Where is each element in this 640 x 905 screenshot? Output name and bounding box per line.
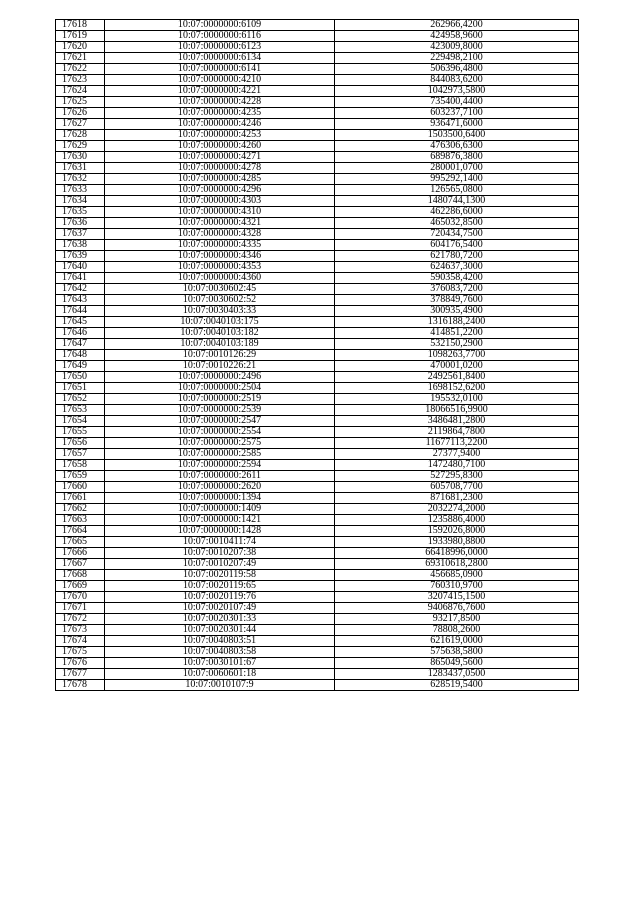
row-number-cell: 17662 <box>56 504 105 515</box>
amount-cell: 280001,0700 <box>335 163 579 174</box>
row-number-cell: 17665 <box>56 537 105 548</box>
table-row <box>56 295 579 306</box>
row-number-cell: 17650 <box>56 372 105 383</box>
amount-cell: 1503500,6400 <box>335 130 579 141</box>
row-number-cell: 17656 <box>56 438 105 449</box>
cadastral-number-cell: 10:07:0000000:4228 <box>105 97 335 108</box>
table-body <box>56 20 579 691</box>
amount-cell: 621619,0000 <box>335 636 579 647</box>
table-row <box>56 53 579 64</box>
amount-cell: 506396,4800 <box>335 64 579 75</box>
cadastral-number-cell: 10:07:0000000:4260 <box>105 141 335 152</box>
amount-cell: 865049,5600 <box>335 658 579 669</box>
row-number-cell: 17628 <box>56 130 105 141</box>
cadastral-number-cell: 10:07:0020107:49 <box>105 603 335 614</box>
amount-cell: 603237,7100 <box>335 108 579 119</box>
amount-cell: 2492561,8400 <box>335 372 579 383</box>
row-number-cell: 17670 <box>56 592 105 603</box>
row-number-cell: 17622 <box>56 64 105 75</box>
row-number-cell: 17664 <box>56 526 105 537</box>
row-number-cell: 17638 <box>56 240 105 251</box>
table-row <box>56 504 579 515</box>
table-row <box>56 317 579 328</box>
cadastral-number-cell: 10:07:0040103:189 <box>105 339 335 350</box>
row-number-cell: 17654 <box>56 416 105 427</box>
cadastral-number-cell: 10:07:0000000:2575 <box>105 438 335 449</box>
table-row <box>56 449 579 460</box>
row-number-cell: 17624 <box>56 86 105 97</box>
cadastral-number-cell: 10:07:0000000:6109 <box>105 20 335 31</box>
cadastral-number-cell: 10:07:0000000:2620 <box>105 482 335 493</box>
cadastral-number-cell: 10:07:0000000:4328 <box>105 229 335 240</box>
amount-cell: 871681,2300 <box>335 493 579 504</box>
table-row <box>56 20 579 31</box>
amount-cell: 3207415,1500 <box>335 592 579 603</box>
amount-cell: 624637,3000 <box>335 262 579 273</box>
amount-cell: 3486481,2800 <box>335 416 579 427</box>
row-number-cell: 17666 <box>56 548 105 559</box>
row-number-cell: 17634 <box>56 196 105 207</box>
table-row <box>56 229 579 240</box>
row-number-cell: 17645 <box>56 317 105 328</box>
table-row <box>56 361 579 372</box>
amount-cell: 378849,7600 <box>335 295 579 306</box>
data-table <box>55 19 579 691</box>
table-row <box>56 108 579 119</box>
table-row <box>56 625 579 636</box>
row-number-cell: 17646 <box>56 328 105 339</box>
row-number-cell: 17668 <box>56 570 105 581</box>
table-row <box>56 515 579 526</box>
row-number-cell: 17652 <box>56 394 105 405</box>
table-row <box>56 438 579 449</box>
table-row <box>56 482 579 493</box>
row-number-cell: 17635 <box>56 207 105 218</box>
table-row <box>56 636 579 647</box>
cadastral-number-cell: 10:07:0000000:4221 <box>105 86 335 97</box>
amount-cell: 995292,1400 <box>335 174 579 185</box>
amount-cell: 590358,4200 <box>335 273 579 284</box>
cadastral-number-cell: 10:07:0000000:6123 <box>105 42 335 53</box>
cadastral-number-cell: 10:07:0010411:74 <box>105 537 335 548</box>
cadastral-number-cell: 10:07:0000000:4285 <box>105 174 335 185</box>
cadastral-number-cell: 10:07:0000000:2519 <box>105 394 335 405</box>
row-number-cell: 17626 <box>56 108 105 119</box>
table-row <box>56 592 579 603</box>
cadastral-number-cell: 10:07:0000000:2611 <box>105 471 335 482</box>
row-number-cell: 17641 <box>56 273 105 284</box>
table-row <box>56 196 579 207</box>
table-row <box>56 526 579 537</box>
amount-cell: 414851,2200 <box>335 328 579 339</box>
amount-cell: 1098263,7700 <box>335 350 579 361</box>
amount-cell: 423009,8000 <box>335 42 579 53</box>
row-number-cell: 17621 <box>56 53 105 64</box>
amount-cell: 735400,4400 <box>335 97 579 108</box>
amount-cell: 532150,2900 <box>335 339 579 350</box>
table-row <box>56 559 579 570</box>
cadastral-number-cell: 10:07:0000000:2547 <box>105 416 335 427</box>
amount-cell: 66418996,0000 <box>335 548 579 559</box>
amount-cell: 1480744,1300 <box>335 196 579 207</box>
cadastral-number-cell: 10:07:0000000:4296 <box>105 185 335 196</box>
row-number-cell: 17632 <box>56 174 105 185</box>
table-row <box>56 405 579 416</box>
cadastral-number-cell: 10:07:0000000:4278 <box>105 163 335 174</box>
amount-cell: 11677113,2200 <box>335 438 579 449</box>
cadastral-number-cell: 10:07:0000000:6141 <box>105 64 335 75</box>
cadastral-number-cell: 10:07:0010107:9 <box>105 680 335 691</box>
table-row <box>56 251 579 262</box>
row-number-cell: 17658 <box>56 460 105 471</box>
row-number-cell: 17636 <box>56 218 105 229</box>
cadastral-number-cell: 10:07:0000000:1394 <box>105 493 335 504</box>
amount-cell: 27377,9400 <box>335 449 579 460</box>
cadastral-number-cell: 10:07:0030602:45 <box>105 284 335 295</box>
row-number-cell: 17630 <box>56 152 105 163</box>
amount-cell: 1933980,8800 <box>335 537 579 548</box>
row-number-cell: 17648 <box>56 350 105 361</box>
row-number-cell: 17640 <box>56 262 105 273</box>
row-number-cell: 17676 <box>56 658 105 669</box>
table-row <box>56 262 579 273</box>
table-row <box>56 31 579 42</box>
row-number-cell: 17651 <box>56 383 105 394</box>
cadastral-number-cell: 10:07:0040103:175 <box>105 317 335 328</box>
amount-cell: 195532,0100 <box>335 394 579 405</box>
amount-cell: 575638,5800 <box>335 647 579 658</box>
cadastral-number-cell: 10:07:0000000:2539 <box>105 405 335 416</box>
amount-cell: 462286,6000 <box>335 207 579 218</box>
cadastral-number-cell: 10:07:0010207:38 <box>105 548 335 559</box>
row-number-cell: 17627 <box>56 119 105 130</box>
table-row <box>56 152 579 163</box>
amount-cell: 78808,2600 <box>335 625 579 636</box>
table-row <box>56 581 579 592</box>
cadastral-number-cell: 10:07:0010126:29 <box>105 350 335 361</box>
table-row <box>56 86 579 97</box>
amount-cell: 262966,4200 <box>335 20 579 31</box>
amount-cell: 9406876,7600 <box>335 603 579 614</box>
amount-cell: 2119864,7800 <box>335 427 579 438</box>
table-row <box>56 306 579 317</box>
amount-cell: 465032,8500 <box>335 218 579 229</box>
amount-cell: 605708,7700 <box>335 482 579 493</box>
cadastral-number-cell: 10:07:0000000:4271 <box>105 152 335 163</box>
row-number-cell: 17625 <box>56 97 105 108</box>
amount-cell: 300935,4900 <box>335 306 579 317</box>
cadastral-number-cell: 10:07:0000000:4346 <box>105 251 335 262</box>
amount-cell: 844083,6200 <box>335 75 579 86</box>
amount-cell: 229498,2100 <box>335 53 579 64</box>
cadastral-number-cell: 10:07:0000000:4235 <box>105 108 335 119</box>
row-number-cell: 17657 <box>56 449 105 460</box>
cadastral-number-cell: 10:07:0020301:33 <box>105 614 335 625</box>
cadastral-number-cell: 10:07:0030403:33 <box>105 306 335 317</box>
table-row <box>56 416 579 427</box>
cadastral-number-cell: 10:07:0040103:182 <box>105 328 335 339</box>
amount-cell: 456685,0900 <box>335 570 579 581</box>
table-row <box>56 97 579 108</box>
table-row <box>56 493 579 504</box>
cadastral-number-cell: 10:07:0000000:2554 <box>105 427 335 438</box>
cadastral-number-cell: 10:07:0000000:2496 <box>105 372 335 383</box>
table-row <box>56 284 579 295</box>
cadastral-number-cell: 10:07:0010207:49 <box>105 559 335 570</box>
table-row <box>56 614 579 625</box>
amount-cell: 1283437,0500 <box>335 669 579 680</box>
cadastral-number-cell: 10:07:0030602:52 <box>105 295 335 306</box>
row-number-cell: 17643 <box>56 295 105 306</box>
cadastral-number-cell: 10:07:0000000:2594 <box>105 460 335 471</box>
row-number-cell: 17620 <box>56 42 105 53</box>
cadastral-number-cell: 10:07:0040803:58 <box>105 647 335 658</box>
cadastral-number-cell: 10:07:0000000:4353 <box>105 262 335 273</box>
cadastral-number-cell: 10:07:0000000:4210 <box>105 75 335 86</box>
row-number-cell: 17677 <box>56 669 105 680</box>
row-number-cell: 17637 <box>56 229 105 240</box>
row-number-cell: 17633 <box>56 185 105 196</box>
table-row <box>56 163 579 174</box>
amount-cell: 424958,9600 <box>335 31 579 42</box>
table-row <box>56 427 579 438</box>
row-number-cell: 17667 <box>56 559 105 570</box>
table-row <box>56 669 579 680</box>
amount-cell: 1316188,2400 <box>335 317 579 328</box>
cadastral-number-cell: 10:07:0010226:21 <box>105 361 335 372</box>
amount-cell: 621780,7200 <box>335 251 579 262</box>
cadastral-number-cell: 10:07:0060601:18 <box>105 669 335 680</box>
cadastral-number-cell: 10:07:0000000:4360 <box>105 273 335 284</box>
amount-cell: 1042973,5800 <box>335 86 579 97</box>
row-number-cell: 17672 <box>56 614 105 625</box>
row-number-cell: 17675 <box>56 647 105 658</box>
cadastral-number-cell: 10:07:0040803:51 <box>105 636 335 647</box>
cadastral-number-cell: 10:07:0000000:4303 <box>105 196 335 207</box>
amount-cell: 18066516,9900 <box>335 405 579 416</box>
row-number-cell: 17678 <box>56 680 105 691</box>
cadastral-number-cell: 10:07:0000000:6134 <box>105 53 335 64</box>
row-number-cell: 17671 <box>56 603 105 614</box>
cadastral-number-cell: 10:07:0020119:58 <box>105 570 335 581</box>
table-row <box>56 273 579 284</box>
table-row <box>56 460 579 471</box>
table-row <box>56 240 579 251</box>
cadastral-number-cell: 10:07:0000000:4335 <box>105 240 335 251</box>
table-row <box>56 548 579 559</box>
table-row <box>56 42 579 53</box>
cadastral-number-cell: 10:07:0000000:6116 <box>105 31 335 42</box>
amount-cell: 760310,9700 <box>335 581 579 592</box>
table-row <box>56 130 579 141</box>
row-number-cell: 17669 <box>56 581 105 592</box>
row-number-cell: 17649 <box>56 361 105 372</box>
row-number-cell: 17618 <box>56 20 105 31</box>
row-number-cell: 17631 <box>56 163 105 174</box>
cadastral-number-cell: 10:07:0000000:1409 <box>105 504 335 515</box>
table-row <box>56 570 579 581</box>
table-row <box>56 680 579 691</box>
amount-cell: 689876,3800 <box>335 152 579 163</box>
cadastral-number-cell: 10:07:0020119:76 <box>105 592 335 603</box>
cadastral-number-cell: 10:07:0030101:67 <box>105 658 335 669</box>
table-row <box>56 141 579 152</box>
amount-cell: 527295,8300 <box>335 471 579 482</box>
row-number-cell: 17623 <box>56 75 105 86</box>
amount-cell: 93217,8500 <box>335 614 579 625</box>
table-row <box>56 350 579 361</box>
cadastral-number-cell: 10:07:0000000:2504 <box>105 383 335 394</box>
row-number-cell: 17659 <box>56 471 105 482</box>
amount-cell: 476306,6300 <box>335 141 579 152</box>
amount-cell: 1472480,7100 <box>335 460 579 471</box>
table-row <box>56 603 579 614</box>
row-number-cell: 17642 <box>56 284 105 295</box>
row-number-cell: 17663 <box>56 515 105 526</box>
amount-cell: 1592026,8000 <box>335 526 579 537</box>
row-number-cell: 17619 <box>56 31 105 42</box>
table-row <box>56 174 579 185</box>
cadastral-number-cell: 10:07:0000000:1421 <box>105 515 335 526</box>
cadastral-number-cell: 10:07:0000000:1428 <box>105 526 335 537</box>
table-row <box>56 471 579 482</box>
table-row <box>56 75 579 86</box>
table-row <box>56 394 579 405</box>
amount-cell: 936471,6000 <box>335 119 579 130</box>
table-row <box>56 218 579 229</box>
amount-cell: 376083,7200 <box>335 284 579 295</box>
amount-cell: 1698152,6200 <box>335 383 579 394</box>
table-row <box>56 658 579 669</box>
amount-cell: 720434,7500 <box>335 229 579 240</box>
row-number-cell: 17644 <box>56 306 105 317</box>
table-row <box>56 64 579 75</box>
row-number-cell: 17639 <box>56 251 105 262</box>
row-number-cell: 17660 <box>56 482 105 493</box>
row-number-cell: 17647 <box>56 339 105 350</box>
cadastral-number-cell: 10:07:0020119:65 <box>105 581 335 592</box>
cadastral-number-cell: 10:07:0000000:4321 <box>105 218 335 229</box>
row-number-cell: 17673 <box>56 625 105 636</box>
table-row <box>56 185 579 196</box>
amount-cell: 126565,0800 <box>335 185 579 196</box>
table-row <box>56 119 579 130</box>
amount-cell: 2032274,2000 <box>335 504 579 515</box>
cadastral-number-cell: 10:07:0000000:4246 <box>105 119 335 130</box>
table-row <box>56 372 579 383</box>
table-row <box>56 339 579 350</box>
amount-cell: 69310618,2800 <box>335 559 579 570</box>
table-row <box>56 647 579 658</box>
table-row <box>56 537 579 548</box>
row-number-cell: 17653 <box>56 405 105 416</box>
cadastral-number-cell: 10:07:0000000:4310 <box>105 207 335 218</box>
cadastral-number-cell: 10:07:0000000:2585 <box>105 449 335 460</box>
amount-cell: 470001,0200 <box>335 361 579 372</box>
cadastral-number-cell: 10:07:0020301:44 <box>105 625 335 636</box>
table-row <box>56 383 579 394</box>
row-number-cell: 17674 <box>56 636 105 647</box>
table-row <box>56 207 579 218</box>
table-row <box>56 328 579 339</box>
row-number-cell: 17661 <box>56 493 105 504</box>
cadastral-number-cell: 10:07:0000000:4253 <box>105 130 335 141</box>
amount-cell: 1235886,4000 <box>335 515 579 526</box>
amount-cell: 604176,5400 <box>335 240 579 251</box>
row-number-cell: 17655 <box>56 427 105 438</box>
row-number-cell: 17629 <box>56 141 105 152</box>
amount-cell: 628519,5400 <box>335 680 579 691</box>
